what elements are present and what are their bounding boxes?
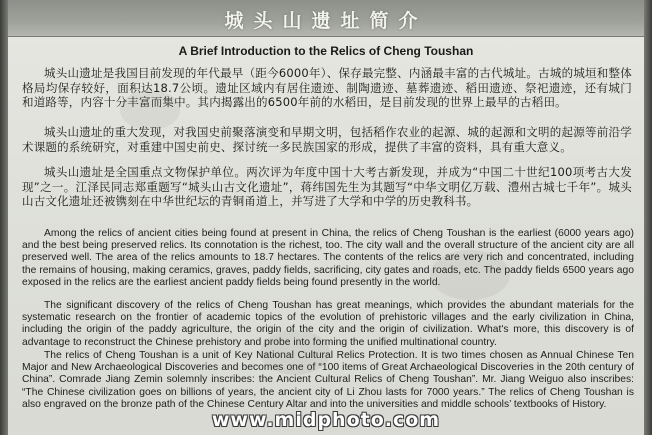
weathering-spot bbox=[430, 250, 510, 300]
plaque-title-english: A Brief Introduction to the Relics of Cheng Toushan bbox=[178, 44, 474, 58]
english-paragraph-2: The significant discovery of the relics of Cheng Toushan has great meanings, which provides the abundant materials for the systematic research on the frontier of academic topics of the evolution of prehistoric villages and the early civilization in China, including the origin of the paddy agriculture, the origin of the city and the origin of civilization. What's more, this discovery is of advantage to reconstruct the Chinese prehistory and probe into forming the unified multinational country. bbox=[22, 300, 634, 348]
english-paragraph-1: Among the relics of ancient cities being found at present in China, the relics of Cheng Toushan is the earliest (6000 years ago) and the best being preserved relics. Its connotation is the richest, too. The city wall and the overall structure of the ancient city are all preserved well. The area of the relics amounts to 18.7 hectares. The contents of the relics are very rich and concentrated, including the remains of housing, making ceramics, graves, paddy fields, sacrificing, city gates and roads, etc. The paddy fields 6500 years ago exposed in the relics are the earliest ancient paddy fields being found presently in the world. bbox=[22, 228, 634, 288]
chinese-paragraph-2: 城头山遗址的重大发现，对我国史前聚落演变和早期文明，包括稻作农业的起源、城的起源和文明的起源等前沿学术课题的系统研究，对重建中国史前史、探讨统一多民族国家的形成，提供了丰富的资料，具有重大意义。 bbox=[22, 125, 632, 154]
plaque-title-chinese: 城头山遗址简介 bbox=[224, 10, 428, 32]
weathering-spot bbox=[260, 330, 330, 375]
english-paragraph-3: The relics of Cheng Toushan is a unit of Key National Cultural Relics Protection. It is two times chosen as Annual Chinese Ten Major and New Archaeological Discoveries and becomes one of “100 items of Great Archaeological Discoveries in the 20th century of China”. Comrade Jiang Zemin solemnly inscribes: the Ancient Cultural Relics of Cheng Toushan”. Mr. Jiang Weiguo also inscribes: “The Chinese civilization goes on billions of years, the ancient city of Li Zhou lasts for 7000 years.” The relics of Cheng Toushan is also engraved on the bronze path of the Chinese Century Altar and into the universities and middle schools’ textbooks of History. bbox=[22, 350, 634, 410]
plaque-frame-left bbox=[0, 0, 8, 435]
chinese-paragraph-1: 城头山遗址是我国目前发现的年代最早（距今6000年）、保存最完整、内涵最丰富的古代城址。古城的城垣和整体格局均保存较好，面积达18.7公顷。遗址区域内有居住遗迹、制陶遗迹、墓葬遗迹、稻田遗迹、祭祀遗迹，还有城门和道路等，内容十分丰富而集中。其内揭露出的6500年前的水稻田，是目前发现的世界上最早的古稻田。 bbox=[22, 66, 632, 109]
chinese-paragraph-3: 城头山遗址是全国重点文物保护单位。两次评为年度中国十大考古新发现，并成为“中国二十世纪100项考古大发现”之一。江泽民同志郑重题写“城头山古文化遗址”，蒋纬国先生为其题写“中华文明亿万载、澧州古城七千年”。城头山古文化遗址还被镌刻在中华世纪坛的青铜甬道上，并写进了大学和中学的历史教科书。 bbox=[22, 165, 632, 208]
plaque-frame-right bbox=[644, 0, 652, 435]
weathering-spot bbox=[120, 90, 180, 130]
watermark-text: www.midphoto.com bbox=[211, 409, 441, 431]
